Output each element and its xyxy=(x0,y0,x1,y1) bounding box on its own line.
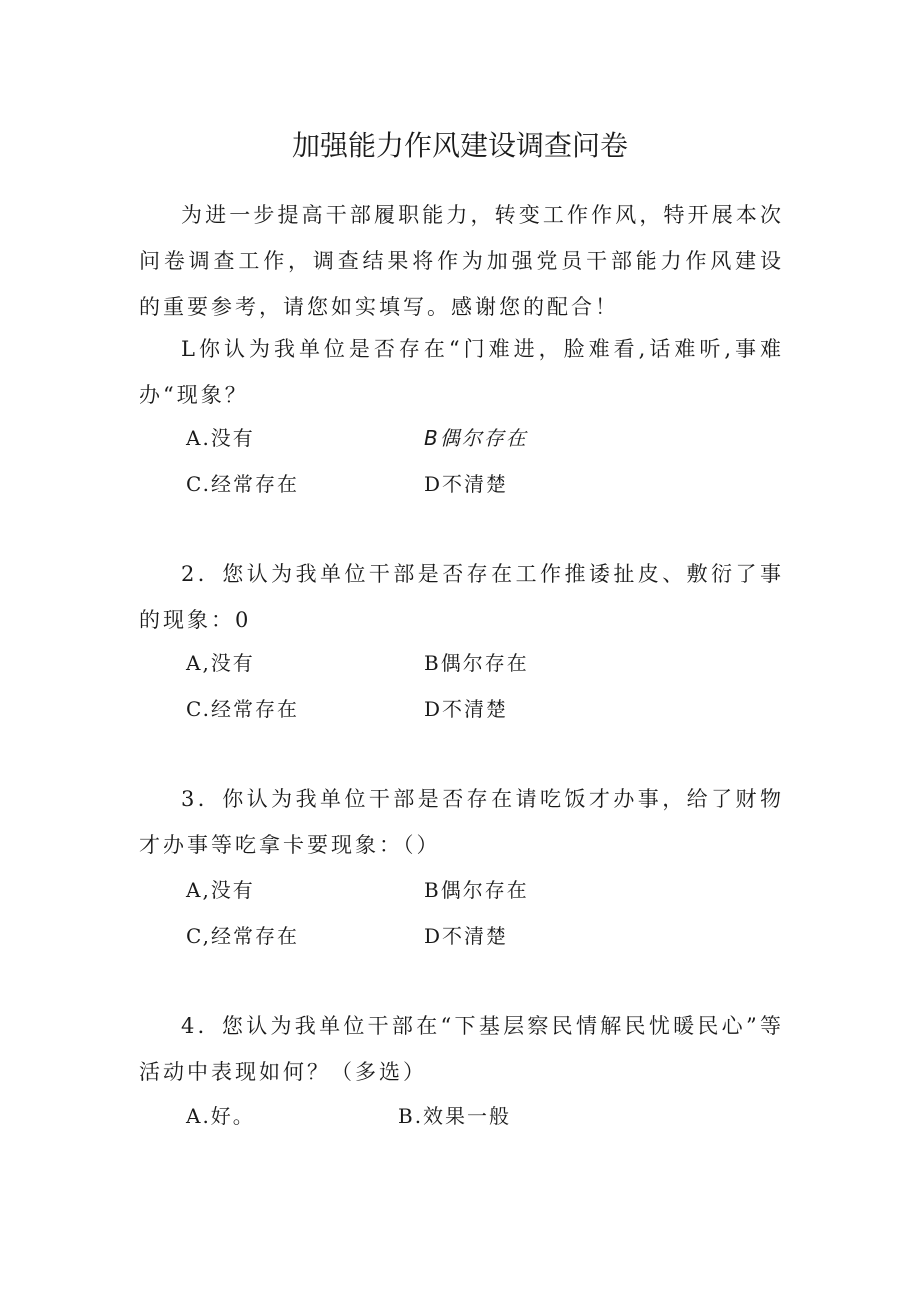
question-2-option-d: D不清楚 xyxy=(424,697,509,721)
question-1-option-c: C.经常存在 xyxy=(186,472,299,496)
question-4-text: 4．您认为我单位干部在“下基层察民情解民忧暖民心”等活动中表现如何？（多选） xyxy=(139,1014,784,1084)
question-2-option-a: A,没有 xyxy=(186,651,255,675)
question-3-text: 3．你认为我单位干部是否存在请吃饭才办事，给了财物才办事等吃拿卡要现象：（） xyxy=(139,787,784,857)
question-3-option-b: B偶尔存在 xyxy=(424,878,529,902)
question-3-option-c: C,经常存在 xyxy=(186,924,299,948)
question-1-option-d: D不清楚 xyxy=(424,472,509,496)
question-3-option-a: A,没有 xyxy=(186,878,255,902)
question-2-option-b: B偶尔存在 xyxy=(424,651,529,675)
intro-paragraph: 为进一步提高干部履职能力，转变工作作风，特开展本次问卷调查工作，调查结果将作为加强党员干部能力作风建设的重要参考，请您如实填写。感谢您的配合！ xyxy=(139,203,784,319)
question-2-text: 2．您认为我单位干部是否存在工作推诿扯皮、敷衍了事的现象：0 xyxy=(139,562,784,632)
question-4-option-a: A.好。 xyxy=(186,1104,255,1128)
question-4-option-b: B.效果一般 xyxy=(398,1104,512,1128)
question-1-text: L你认为我单位是否存在“门难进，脸难看,话难听,事难办“现象？ xyxy=(139,337,784,407)
question-1-option-a: A.没有 xyxy=(186,426,255,450)
question-2-option-c: C.经常存在 xyxy=(186,697,299,721)
question-1-option-b: B偶尔存在 xyxy=(424,426,528,450)
document-title: 加强能力作风建设调查问卷 xyxy=(291,129,628,162)
question-3-option-d: D不清楚 xyxy=(424,924,509,948)
